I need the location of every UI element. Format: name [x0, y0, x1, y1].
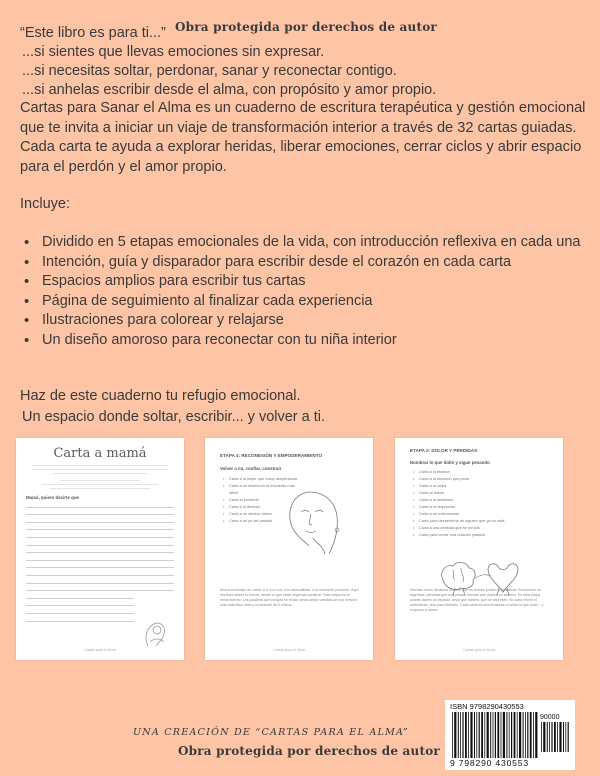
letter-item: • Carta a mi versión futura [223, 510, 303, 517]
page-footer: Cartas para el Alma [273, 648, 305, 652]
letters-list [413, 468, 553, 538]
isbn-label: ISBN 9798290430553 [450, 702, 524, 711]
mother-child-illustration [140, 612, 170, 648]
letter-item: • Carta a la culpa [413, 482, 553, 489]
page-title: Carta a mamá [53, 446, 147, 461]
feature-item: • Espacios amplios para escribir tus cartas [20, 272, 590, 292]
closing-line: Haz de este cuaderno tu refugio emocional. [20, 388, 301, 404]
feature-item: • Página de seguimiento al finalizar cada experiencia [20, 292, 590, 312]
page-footer: Cartas para el Alma [84, 648, 116, 652]
price-code: 90000 [540, 714, 560, 721]
letter-item: • Carta a una amistad que se rompió [413, 524, 553, 531]
barcode-digits: 9 798290 430553 [450, 758, 529, 768]
intro-line: ...si anhelas escribir desde el alma, con propósito y amor propio. [22, 82, 437, 98]
features-list [20, 233, 590, 351]
intro-block [20, 24, 580, 100]
feature-item: • Ilustraciones para colorear y relajarse [20, 311, 590, 331]
letter-item: • Carta para despedirme de alguien que ya no está [413, 517, 553, 524]
closing-text [20, 386, 325, 428]
stage-paragraph: Muchas veces llevamos dolores que no hemos puesto en palabras. Emociones no digeridas, pérdidas que aún pesan, heridas que duelen en silencio. En esta etapa, podrás darles un espacio, dejar que hablen, que se expresen. No para revivir el sufrimiento, sino para liberarlo. Cada carta es una invitación a soltar lo que dolió... y empezar a sanar. [410, 588, 544, 612]
intro-line: ...si necesitas soltar, perdonar, sanar y reconectar contigo. [22, 63, 397, 79]
preview-page-stage-4 [205, 438, 373, 660]
stage-heading: ETAPA 2: DOLOR Y PÉRDIDAS [410, 448, 478, 453]
intro-lead: “Este libro es para ti...” [20, 25, 166, 41]
letter-item: • Carta a mi depresión [413, 503, 553, 510]
stage-subtitle: Nombrar lo que dolió y sigue pesando [410, 460, 490, 465]
letter-item: • Carta a mi misma en el momento más difícil [223, 482, 303, 496]
prompt-label: Mamá, quiero decirte que [26, 495, 79, 500]
feature-item: • Un diseño amoroso para reconectar con tu niña interior [20, 331, 590, 351]
feature-item: • Dividido en 5 etapas emocionales de la vida, con introducción reflexiva en cada una [20, 233, 590, 253]
intro-line: ...si sientes que llevas emociones sin expresar. [22, 44, 325, 60]
copyright-watermark: Obra protegida por derechos de autor [178, 744, 440, 758]
includes-heading: Incluye: [20, 196, 70, 212]
stage-paragraph: Ahora es tiempo de volver a ti. A tu voz, a tu sensualidad, a tu momento presente. Aquí escribes desde tu fuerza, desde lo que estás eligiendo construir. Esta etapa es un renacimiento. Las palabras que pongas en estas cartas serán semillas de una versión más auténtica, libre y consciente de ti misma. [220, 588, 359, 607]
letter-item: • Carta para cerrar una relación pasada [413, 531, 553, 538]
page-footer: Cartas para el Alma [463, 648, 495, 652]
letter-item: • Carta a la mujer que estoy despertando [223, 475, 303, 482]
letter-item: • Carta a la emoción que pesa [413, 475, 553, 482]
series-credit: UNA CREACIÓN DE “CARTAS PARA EL ALMA” [133, 727, 409, 738]
preview-page-letter-to-mom [16, 438, 184, 660]
letter-item: • Carta a la tristeza [413, 468, 553, 475]
closing-line: Un espacio donde soltar, escribir... y volver a ti. [22, 409, 326, 425]
intro-placeholder [32, 465, 168, 489]
description-paragraph: Cartas para Sanar el Alma es un cuaderno de escritura terapéutica y gestión emocional que te invita a iniciar un viaje de transformación interior a través de 32 cartas guiadas. Cada carta te ayuda a explorar heridas, liberar emociones, cerrar ciclos y abrir espacio para el perdón y el amor propio. [20, 100, 586, 175]
letter-item: • Carta a mi enfermedad [413, 510, 553, 517]
letter-item: • Carta a mi yo del pasado [223, 517, 303, 524]
price-barcode-bars [541, 722, 571, 758]
stage-heading: ETAPA 4: RECONEXIÓN Y EMPODERAMIENTO [220, 453, 323, 458]
woman-face-illustration [279, 488, 349, 556]
letter-item: • Carta al presente [223, 496, 303, 503]
writing-lines [16, 507, 184, 622]
preview-page-stage-2 [395, 438, 563, 660]
letter-item: • Carta a la libertad [223, 503, 303, 510]
letter-item: • Carta al miedo [413, 489, 553, 496]
stage-subtitle: Volver a mí, confiar, construir [220, 466, 282, 471]
copyright-watermark: Obra protegida por derechos de autor [175, 20, 437, 34]
isbn-barcode-bars [452, 712, 538, 758]
feature-item: • Intención, guía y disparador para escribir desde el corazón en cada carta [20, 253, 590, 273]
letter-item: • Carta a la ansiedad [413, 496, 553, 503]
